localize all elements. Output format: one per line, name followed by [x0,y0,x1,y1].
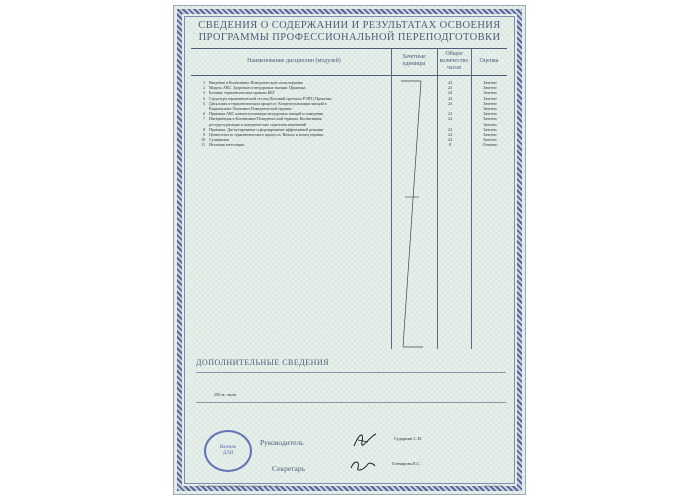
row-number: 6 [203,111,205,117]
row-number: 11 [201,142,205,148]
title-line-1: СВЕДЕНИЯ О СОДЕРЖАНИИ И РЕЗУЛЬТАТАХ ОСВОЕНИЯ [198,20,501,31]
row-grade: Зачтено [483,111,497,117]
divider [196,402,506,403]
title-line-2: ПРОГРАММЫ ПРОФЕССИОНАЛЬНОЙ ПЕРЕПОДГОТОВКИ [198,32,501,43]
row-grade: Отлично [482,142,498,148]
row-hours: 8 [449,142,451,148]
document-title [174,20,525,44]
row-discipline-name: Итоговая аттестация [209,142,245,148]
row-grade: Зачтено [483,116,497,122]
divider [196,372,506,373]
table-row [191,142,507,147]
row-discipline-name: Базовые терапевтические приемы КБТ [209,90,275,96]
secretary-label: Секретарь [272,464,306,473]
row-number: 3 [203,90,205,96]
row-number: 7 [203,116,205,122]
row-number: 10 [201,137,205,143]
order-number: Заказ № 150 [484,484,503,488]
additional-info-title: ДОПОЛНИТЕЛЬНЫЕ СВЕДЕНИЯ [196,358,329,367]
secretary-signature [348,456,378,474]
row-hours: 24 [448,80,452,85]
secretary-name: Гончарова Е.С. [392,461,421,466]
row-discipline-name: Введение в Когнитивно-Поведенческую психотерапию [209,80,303,85]
additional-info-text: 250 ак. часов [214,392,237,397]
row-number: 4 [203,95,205,101]
row-grade: Зачтено [483,85,497,91]
row-grade: Зачтено [483,95,497,101]
row-hours: 24 [448,126,452,132]
row-discipline-name: Дисклозия в терапевтическом процессе. Концептуализация эмоций в [209,100,327,106]
row-discipline-name: Модель АВС. Здоровые и нездоровые эмоции. Практика [209,85,306,91]
row-discipline-name: Интервенция в Когнитивно-Поведенческой терапии. Когнитивная [209,116,322,122]
diploma-supplement-page [174,6,525,494]
header-discipline-name: Наименование дисциплин (модулей) [247,58,341,64]
row-discipline-name: реструктуризация и поведенческие стратегии изменений [209,121,306,127]
director-name: Сударкин С.И. [394,436,423,441]
row-grade: Зачтено [483,126,497,132]
row-number: 2 [203,85,205,91]
row-grade: Зачтено [483,137,497,143]
stamp-text-2: ДЛЯ [222,451,234,456]
row-discipline-name: Практика АВС концептуализации нездоровых эмоций и поведения [209,111,324,117]
row-hours: 24 [448,116,452,122]
row-hours: 24 [448,90,452,96]
row-discipline-name: Ценностность терапевтического процесса. Начало и конец терапии [209,132,324,137]
row-grade: Зачтено [483,121,497,127]
header-credits: Зачетные единицы [402,54,426,67]
director-label: Руководитель [260,438,304,447]
z-strike-mark [399,79,429,349]
header-grade: Оценка [479,58,499,64]
disciplines-table [191,48,507,349]
row-number: 1 [203,80,205,85]
row-grade: Зачтено [483,100,497,106]
row-hours: 24 [448,111,452,117]
row-discipline-name: Супервизия [209,137,230,143]
row-discipline-name: Рационально-Эмотивно-Поведенческой терапии [209,106,292,111]
row-number: 5 [203,100,205,106]
stamp-text-1: Важное [219,445,237,450]
row-grade: Зачтено [483,80,497,85]
row-discipline-name: Структура терапевтической сессии (Базовый протокол РЭПТ) Практика [209,95,332,101]
director-signature [350,430,380,450]
row-hours: 24 [448,95,452,101]
row-number: 8 [203,126,205,132]
row-grade: Зачтено [483,106,497,111]
row-grade: Зачтено [483,90,497,96]
row-hours: 24 [448,85,452,91]
row-discipline-name: Практика. Диспутирование и формирование эффективной реакции [209,126,323,132]
header-hours: Общее количество часов [439,51,469,71]
row-hours: 24 [448,132,452,137]
printer-info: ОАО «Киржачская типография», г. Киржач, 2016г., «Б» [198,484,280,488]
row-number: 9 [203,132,205,137]
row-grade: Зачтено [483,132,497,137]
row-hours: 24 [448,137,452,143]
row-hours: 24 [448,100,452,106]
official-stamp [204,430,252,472]
